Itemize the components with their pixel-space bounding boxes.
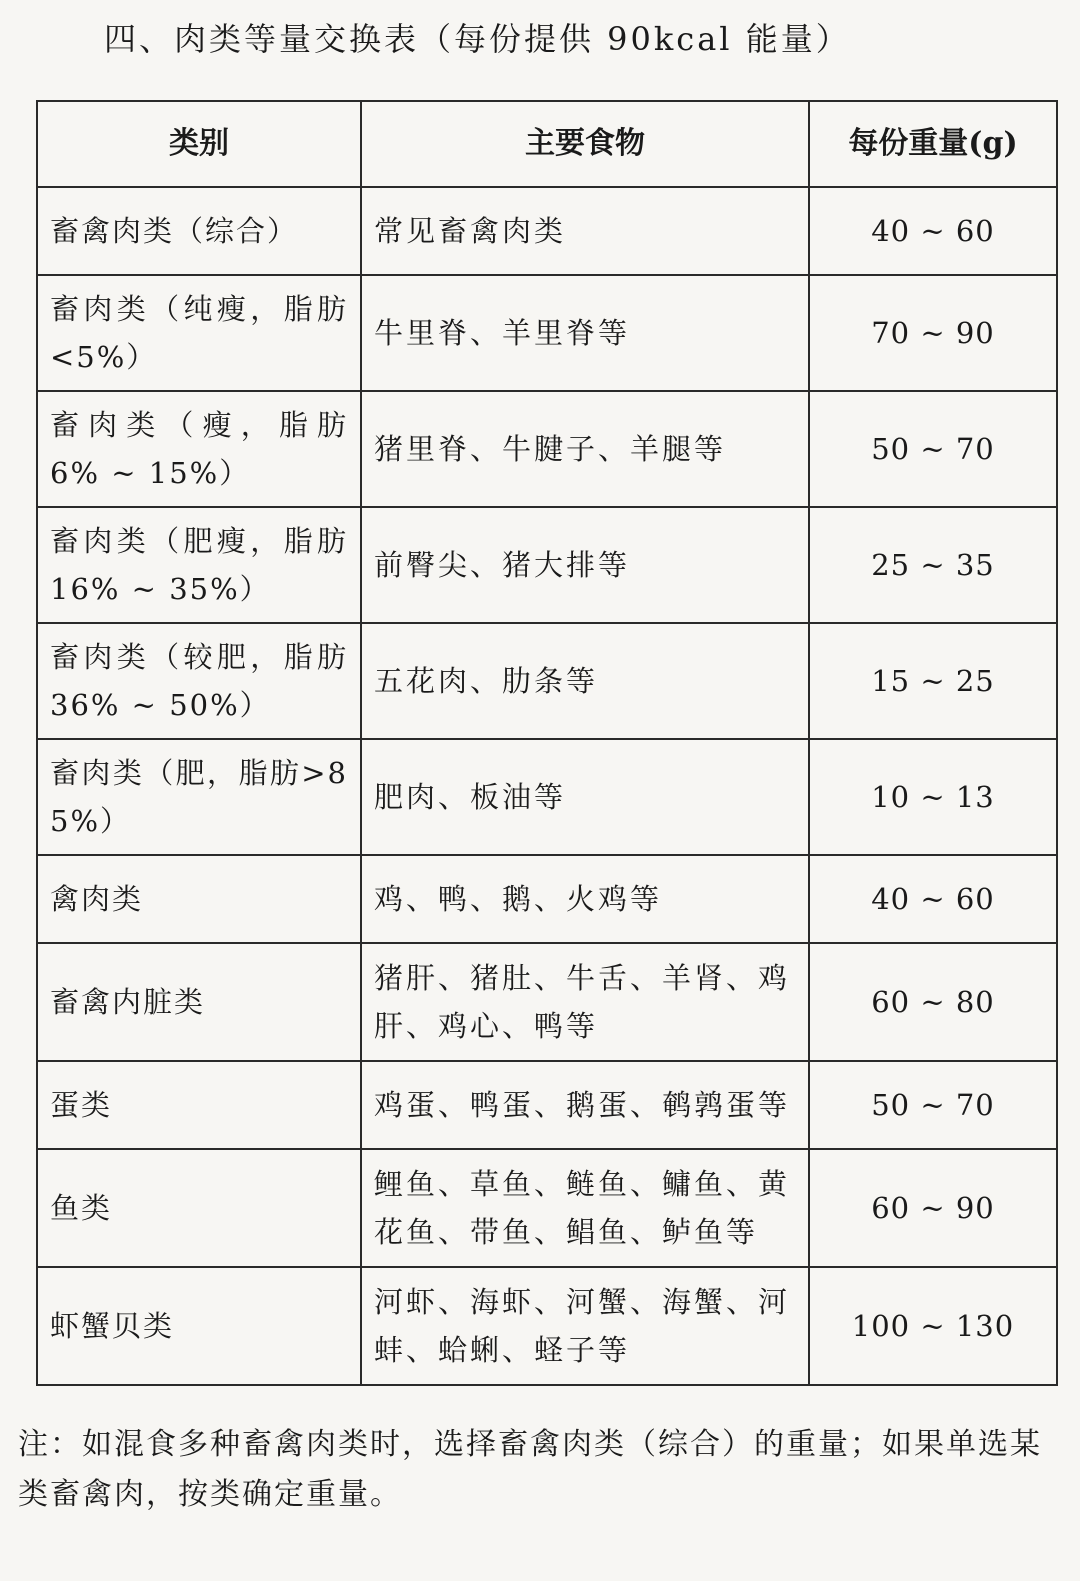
cell-category: 鱼类 (37, 1149, 361, 1267)
cell-weight: 60 ~ 90 (809, 1149, 1057, 1267)
cell-category: 畜肉类（肥瘦，脂肪 16% ~ 35%） (37, 507, 361, 623)
cell-weight: 100 ~ 130 (809, 1267, 1057, 1385)
table-row (37, 855, 1057, 943)
header-foods: 主要食物 (361, 101, 809, 187)
cell-foods: 五花肉、肋条等 (361, 623, 809, 739)
cell-category: 虾蟹贝类 (37, 1267, 361, 1385)
cell-foods: 猪肝、猪肚、牛舌、羊肾、鸡肝、鸡心、鸭等 (361, 943, 809, 1061)
table-row (37, 1267, 1057, 1385)
cell-foods: 猪里脊、牛腱子、羊腿等 (361, 391, 809, 507)
meat-exchange-table (36, 100, 1058, 1386)
cell-category: 禽肉类 (37, 855, 361, 943)
table-header-row (37, 101, 1057, 187)
cell-weight: 40 ~ 60 (809, 855, 1057, 943)
cell-foods: 鸡蛋、鸭蛋、鹅蛋、鹌鹑蛋等 (361, 1061, 809, 1149)
cell-category: 蛋类 (37, 1061, 361, 1149)
cell-category: 畜肉类（肥，脂肪>85%） (37, 739, 361, 855)
cell-weight: 70 ~ 90 (809, 275, 1057, 391)
cell-foods: 河虾、海虾、河蟹、海蟹、河蚌、蛤蜊、蛏子等 (361, 1267, 809, 1385)
cell-foods: 鸡、鸭、鹅、火鸡等 (361, 855, 809, 943)
cell-category: 畜肉类（纯瘦，脂肪<5%） (37, 275, 361, 391)
cell-category: 畜肉类（瘦，脂肪 6% ~ 15%） (37, 391, 361, 507)
cell-weight: 10 ~ 13 (809, 739, 1057, 855)
header-category: 类别 (37, 101, 361, 187)
table-row (37, 187, 1057, 275)
cell-foods: 牛里脊、羊里脊等 (361, 275, 809, 391)
cell-foods: 肥肉、板油等 (361, 739, 809, 855)
header-weight: 每份重量(g) (809, 101, 1057, 187)
cell-foods: 鲤鱼、草鱼、鲢鱼、鳙鱼、黄花鱼、带鱼、鲳鱼、鲈鱼等 (361, 1149, 809, 1267)
cell-category: 畜禽内脏类 (37, 943, 361, 1061)
cell-weight: 60 ~ 80 (809, 943, 1057, 1061)
cell-weight: 15 ~ 25 (809, 623, 1057, 739)
table-row (37, 275, 1057, 391)
table-row (37, 507, 1057, 623)
cell-foods: 常见畜禽肉类 (361, 187, 809, 275)
cell-weight: 50 ~ 70 (809, 1061, 1057, 1149)
cell-weight: 50 ~ 70 (809, 391, 1057, 507)
table-row (37, 623, 1057, 739)
table-row (37, 1061, 1057, 1149)
cell-weight: 25 ~ 35 (809, 507, 1057, 623)
table-row (37, 391, 1057, 507)
table-row (37, 1149, 1057, 1267)
page-title: 四、肉类等量交换表（每份提供 90kcal 能量） (104, 20, 851, 58)
cell-foods: 前臀尖、猪大排等 (361, 507, 809, 623)
cell-category: 畜禽肉类（综合） (37, 187, 361, 275)
table-row (37, 739, 1057, 855)
table-row (37, 943, 1057, 1061)
cell-weight: 40 ~ 60 (809, 187, 1057, 275)
table-footnote: 注：如混食多种畜禽肉类时，选择畜禽肉类（综合）的重量；如果单选某类畜禽肉，按类确定重量。 (18, 1427, 1042, 1512)
cell-category: 畜肉类（较肥，脂肪 36% ~ 50%） (37, 623, 361, 739)
